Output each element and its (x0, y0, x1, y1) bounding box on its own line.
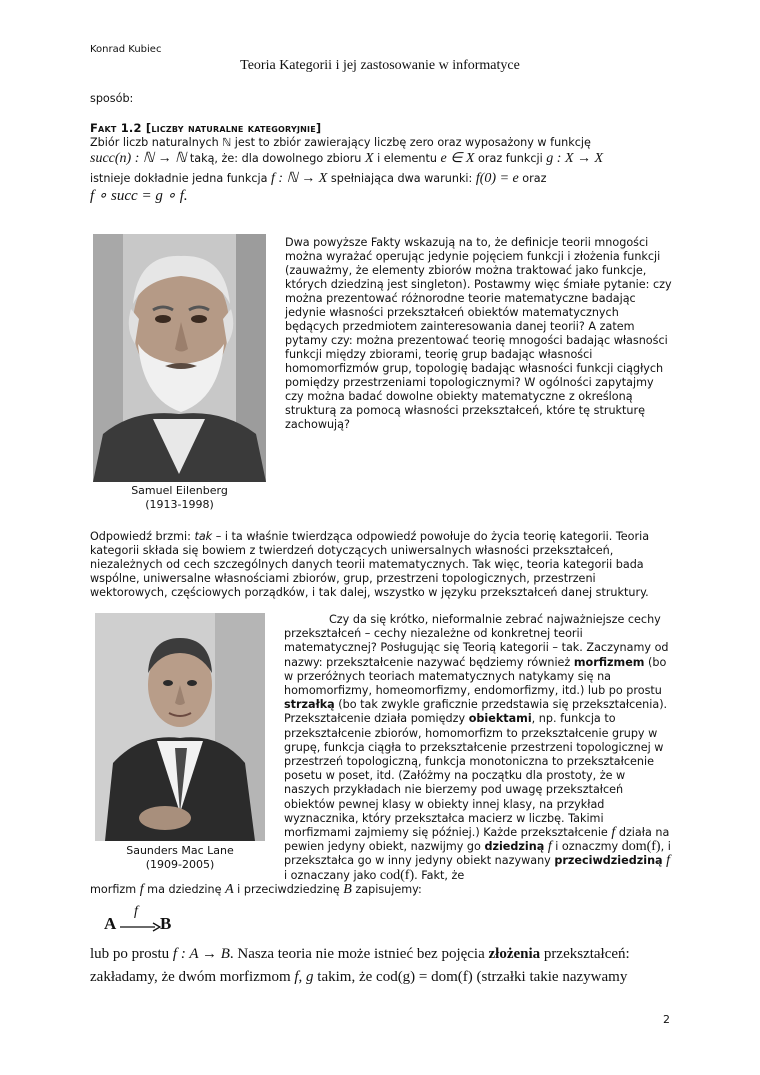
morphism-text: zapisujemy: (351, 883, 422, 896)
answer-text: – i ta właśnie twierdząca odpowiedź powołuje do życia teorię kategorii. Teoria kategorii składa się bowiem z twierdzeń dotyczących uniwersalnych własności przekształceń, niezależnych od cech szczególnych danych teorii matematycznych. Tak więc, teoria kategorii bada wspólne, uniwersalne własnościami zbiorów, grup, przestrzeni topologicznych, przestrzeni wektorowych, częściowych porządków, i tak dalej, wszystko w języku przekształceń danej struktury. (90, 530, 650, 599)
maclane-caption-name: Saunders Mac Lane (126, 844, 234, 857)
fact-text: spełniająca dwa warunki: (327, 172, 476, 185)
math-f: f (139, 882, 144, 897)
math-f: f (666, 853, 671, 869)
fact-heading (90, 121, 321, 135)
maclane-text: (bo tak zwykle graficznie przedstawia się przekształcenia). Przekształcenie działa pomiędzy (284, 698, 668, 726)
math-composition: f ∘ succ = g ∘ f. (90, 188, 188, 204)
fact-line-3 (90, 172, 546, 186)
maclane-portrait-image (95, 613, 265, 841)
fact-text: taką, że: dla dowolnego zbioru (186, 152, 365, 165)
closing-line-2 (90, 966, 627, 988)
eilenberg-caption (93, 484, 266, 512)
fact-text: i elementu (373, 152, 441, 165)
fact-line-1: Zbiór liczb naturalnych ℕ jest to zbiór zawierający liczbę zero oraz wyposażony w funkcję (90, 136, 591, 149)
morphism-diagram (104, 904, 194, 936)
math-cod-f: cod(f) (379, 867, 415, 883)
fact-label: Fakt 1.2 (90, 121, 142, 135)
math-g: g : X → X (546, 151, 604, 166)
math-e-in-x: e ∈ X (440, 151, 475, 166)
answer-text: Odpowiedź brzmi: (90, 530, 195, 543)
fact-text: oraz (518, 172, 547, 185)
document-title: Teoria Kategorii i jej zastosowanie w informatyce (240, 58, 520, 73)
term-przeciwdziedzina: przeciwdziedziną (554, 854, 663, 868)
eilenberg-photo (93, 234, 266, 482)
diagram-arrow-label: f (134, 904, 138, 919)
morphism-text: ma dziedzinę (143, 883, 226, 896)
eilenberg-caption-years: (1913-1998) (145, 498, 214, 511)
closing-line-1 (90, 943, 630, 965)
math-succ: succ(n) : ℕ → ℕ (90, 151, 187, 166)
closing-text: takim, że (313, 969, 377, 985)
math-f: f (547, 839, 552, 855)
diagram-source: A (104, 914, 117, 933)
eilenberg-portrait-image (93, 234, 266, 482)
maclane-text: (bo w przeróżnych teoriach matematycznych natykamy się na homomorfizmy, homeomorfizmy, endomorfizmy, itd.) lub po prostu (284, 655, 667, 698)
maclane-paragraph (284, 613, 672, 883)
eilenberg-paragraph: Dwa powyższe Fakty wskazują na to, że definicje teorii mnogości można wyrażać operując jedynie pojęciem funkcji i złożenia funkcji (zauważmy, że elementy zbiorów można traktować jako funkcje, których dziedziną jest singleton). Postawmy więc śmiałe pytanie: czy można prezentować różnorodne teorie matematyczne badając jedynie własności przekształceń obiektów matematycznych będących przedmiotem zainteresowania danej teorii? A zatem pytamy czy: można prezentować teorię mnogości badając własności funkcji między zbiorami, teorię grup badając własności homomorfizmów grup, topologię badając własności funkcji ciągłych pomiędzy przestrzeniami topologicznymi? W ogólności zapytajmy czy można badać dowolne obiekty matematyczne z określoną strukturą za pomocą własności przekształceń, które tę strukturę zachowują? (285, 236, 672, 431)
maclane-text: i oznaczmy (551, 840, 622, 854)
maclane-text: , np. funkcja to przekształcenie zbiorów, homomorfizm to przekształcenie grupy w grupę, funkcja ciągła to przekształcenie przestrzeni topologicznej w przestrzeń topologiczną, funkcja monotoniczna to przekształcenie posetu w poset, itd. (Załóżmy na początku dla prostoty, że w naszych przykładach nie bierzemy pod uwagę przekształceń obiektów pewnej klasy w obiekty innej klasy, na przykład wyznacznika, który przekształca macierz w liczbę. Takimi morfizmami zajmiemy się później.) Każde przekształcenie (284, 712, 664, 840)
arrow-right-icon (119, 922, 161, 932)
morphism-line (90, 883, 422, 897)
maclane-text: Czy da się krótko, nieformalnie zebrać najważniejsze cechy przekształceń – cechy niezależne od konkretnej teorii matematycznej? Posługując się Teorią kategorii – tak. Zaczynamy od nazwy: przekształcenie nazywać będziemy również (284, 613, 669, 669)
fact-text: istnieje dokładnie jedna funkcja (90, 172, 272, 185)
eilenberg-caption-name: Samuel Eilenberg (131, 484, 228, 497)
author-name: Konrad Kubiec (90, 44, 162, 55)
term-morfizm: morfizmem (573, 655, 645, 669)
math-cod-dom: cod(g) = dom(f) (376, 969, 473, 985)
math-f-g: f, g (294, 969, 314, 985)
math-f-a-b: f : A → B (172, 946, 230, 962)
term-obiekty: obiektami (468, 712, 532, 726)
morphism-text: morfizm (90, 883, 140, 896)
term-dziedzina: dziedziną (484, 840, 545, 854)
closing-text: przekształceń: (540, 946, 630, 962)
maclane-text: , i przekształca go w inny jedyny obiekt nazywany (284, 840, 671, 868)
diagram-target: B (160, 914, 172, 933)
morphism-text: i przeciwdziedzinę (233, 883, 344, 896)
maclane-caption-years: (1909-2005) (145, 858, 215, 871)
maclane-text: . Fakt, że (414, 868, 465, 882)
intro-sposob: sposób: (90, 92, 134, 105)
maclane-text: działa na pewien jedyny obiekt, nazwijmy go (284, 826, 670, 854)
math-dom-f: dom(f) (621, 839, 661, 855)
math-B: B (343, 882, 352, 897)
page-number: 2 (663, 1013, 670, 1026)
closing-text: . Nasza teoria nie może istnieć bez pojęcia (229, 946, 489, 962)
answer-paragraph (90, 530, 672, 600)
maclane-caption (95, 844, 265, 872)
fact-name: [liczby naturalne kategoryjnie] (145, 121, 322, 135)
closing-text: (strzałki takie nazywamy (472, 969, 628, 985)
term-zlozenie: złożenia (488, 946, 541, 962)
fact-line-2 (90, 152, 603, 166)
math-A: A (225, 882, 234, 897)
fact-text: oraz funkcji (474, 152, 547, 165)
closing-text: zakładamy, że dwóm morfizmom (90, 969, 295, 985)
math-f-nat-x: f : ℕ → X (271, 171, 328, 186)
math-f: f (611, 825, 616, 841)
term-strzalka: strzałką (284, 698, 335, 712)
maclane-photo (95, 613, 265, 841)
math-x: X (364, 151, 374, 166)
answer-tak: tak (194, 530, 213, 543)
maclane-text: i oznaczany jako (284, 868, 380, 882)
math-f0-e: f(0) = e (475, 171, 519, 186)
closing-text: lub po prostu (90, 946, 173, 962)
